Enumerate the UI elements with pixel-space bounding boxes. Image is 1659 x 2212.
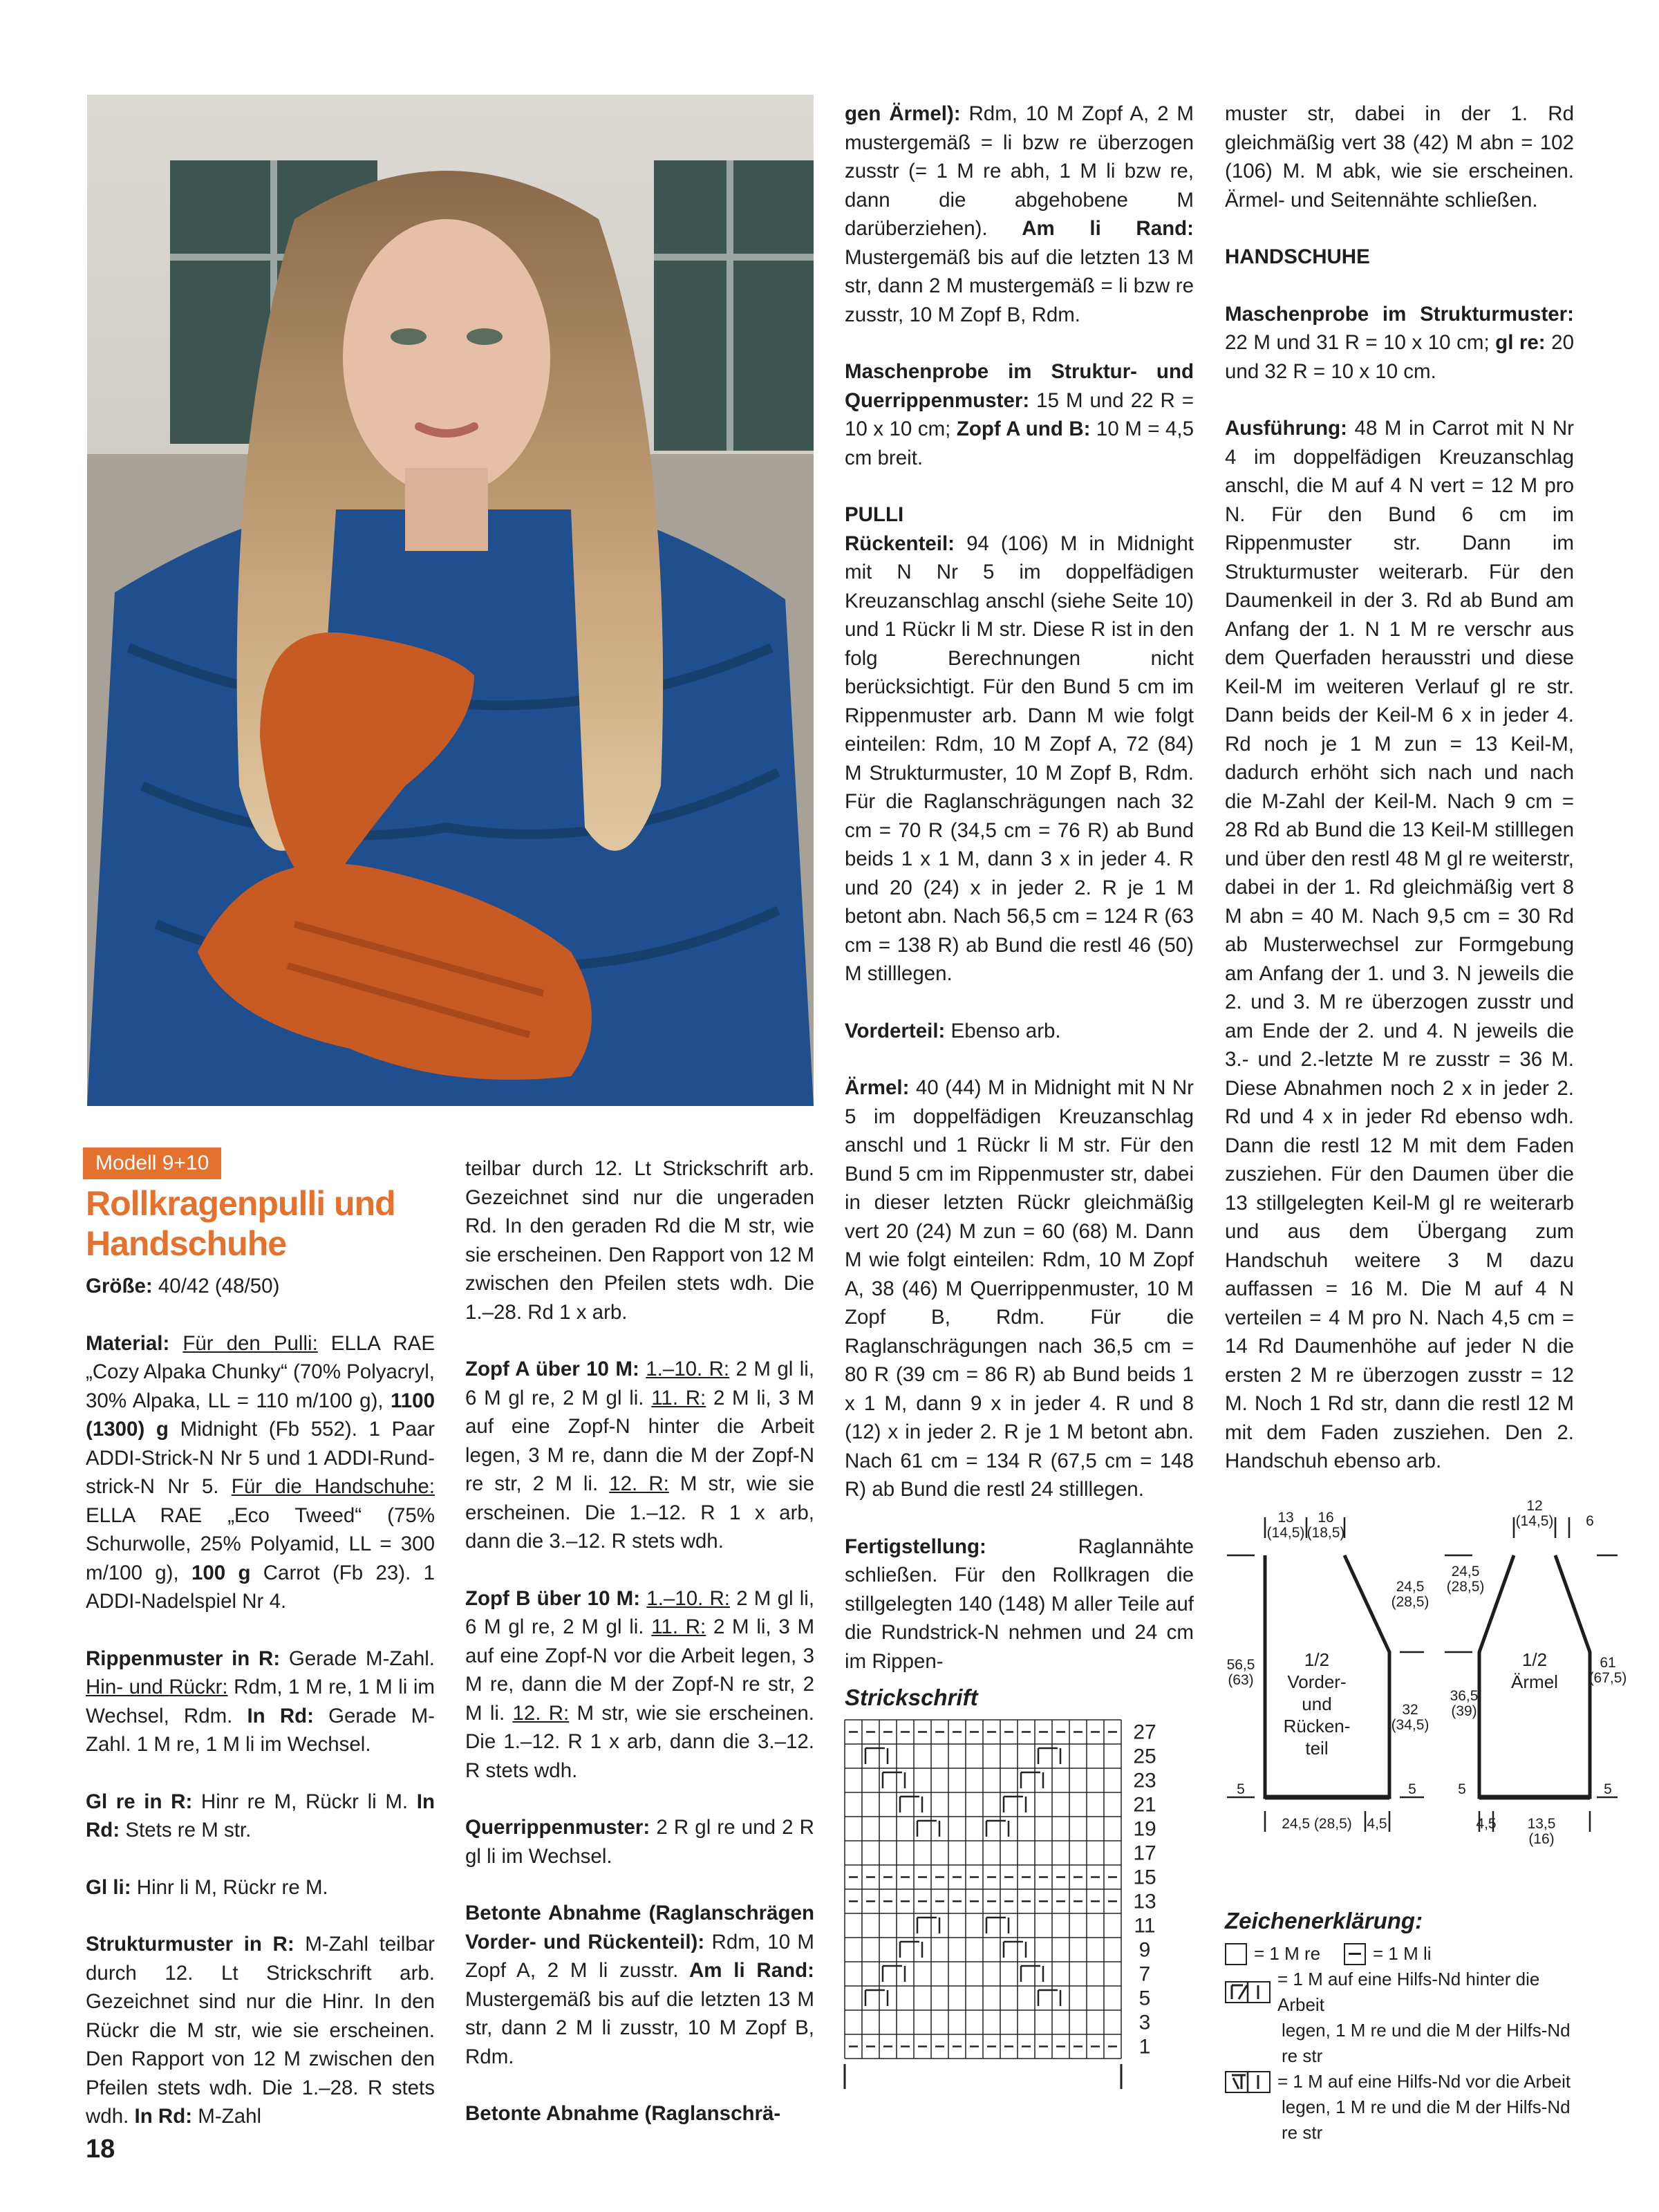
model-photo-illustration [87, 95, 814, 1106]
body-raglan: 24,5 [1396, 1579, 1425, 1595]
body-raglan-alt: (28,5) [1391, 1594, 1430, 1610]
row-number: 21 [1133, 1793, 1156, 1817]
sleeve-label-1: 1/2 [1521, 1649, 1548, 1670]
body-top-right: 16 [1318, 1510, 1334, 1526]
knitting-chart [842, 1714, 1188, 2088]
model-label: Modell 9+10 [83, 1147, 221, 1179]
cable-a-paragraph: Zopf A über 10 M: 1.–10. R: 2 M gl li, 6 M gl re, 2 M gl li. 11. R: 2 M li, 3 M auf eine Zopf-N hinter die Arbeit legen, 3 M re, dann die M der Zopf-N re str, 2 M li. 12. R: M str, wie sie erscheinen. Die 1.–12. R 1 x arb, dann die 3.–12. R stets wdh. [465, 1358, 815, 1553]
row-number: 11 [1134, 1914, 1156, 1938]
column-3 [845, 100, 1194, 1676]
row-number: 19 [1133, 1817, 1156, 1841]
row-number: 7 [1138, 1962, 1151, 1986]
body-bund-right: 5 [1408, 1781, 1416, 1797]
purl-symbol-icon [1344, 1943, 1366, 1965]
row-number: 3 [1138, 2011, 1151, 2034]
row-number: 27 [1133, 1721, 1156, 1744]
row-number: 13 [1133, 1890, 1156, 1913]
body-top-left-alt: (14,5) [1266, 1525, 1305, 1541]
cross-rib-paragraph: Querrippenmuster: 2 R gl re und 2 R gl li im Wechsel. [465, 1816, 814, 1868]
material-paragraph: Material: Für den Pulli: ELLA RAE „Cozy Alpaka Chunky“ (70% Polyacryl, 30% Alpaka, LL = 110 m/100 g), 1100 (1300) g Midnight (Fb 552). 1 Paar ADDI-Strick-N Nr 5 und 1 ADDI-Rund-strick-N Nr 5. Für die Handschuhe: ELLA RAE „Eco Tweed“ (75% Schurwolle, 25% Polyamid, LL = 300 m/100 g), 100 g Carrot (Fb 23). 1 ADDI-Nadelspiel Nr 4. [86, 1331, 435, 1613]
sleeve-top: 12 [1526, 1498, 1543, 1514]
body-bottom-extra: 4,5 [1367, 1816, 1387, 1832]
sleeve-bottom: 13,5 [1527, 1816, 1556, 1832]
sleeve-side: 36,5 [1450, 1688, 1479, 1704]
size-paragraph: Größe: 40/42 (48/50) [86, 1275, 280, 1297]
chart-title: Strickschrift [845, 1685, 978, 1710]
body-top-right-alt: (18,5) [1306, 1525, 1345, 1541]
body-side: 32 [1402, 1702, 1418, 1718]
pattern-title: Rollkragenpulli und Handschuhe [86, 1184, 395, 1263]
reverse-stockinette-paragraph: Gl li: Hinr li M, Rückr re M. [86, 1875, 328, 1899]
gauge-paragraph: Maschenprobe im Struktur- und Querrippenmuster: 15 M und 22 R = 10 x 10 cm; Zopf A und B: 10 M = 4,5 cm breit. [845, 360, 1194, 469]
rib-pattern-paragraph: Rippenmuster in R: Gerade M-Zahl. Hin- und Rückr: Rdm, 1 M re, 1 M li im Wechsel, Rdm. In Rd: Gerade M-Zahl. 1 M re, 1 M li im Wechsel. [86, 1647, 435, 1756]
pulli-heading: PULLI [845, 503, 904, 526]
body-side-alt: (34,5) [1391, 1717, 1430, 1733]
row-number: 9 [1138, 1938, 1151, 1962]
sleeve-bottom-left: 4,5 [1476, 1816, 1497, 1832]
body-height: 56,5 [1226, 1657, 1255, 1673]
finishing-paragraph: Fertigstellung: Raglannähte schließen. Für den Rollkragen die stillgelegten 140 (148) M aller Teile auf die Rundstrick-N nehmen und 24 cm im Rippen- [845, 1535, 1194, 1673]
sleeve-paragraph: Ärmel: 40 (44) M in Midnight mit N Nr 5 im doppelfädigen Kreuzanschlag anschl und 1 Rückr li M str. Für den Bund 5 cm im Rippenmuster str, dabei in dieser letzten Rückr gleichmäßig vert 20 (24) M zun = 60 (68) M. Dann M wie folgt einteilen: Rdm, 10 M Zopf A, 38 (46) M Querrippenmuster, 10 M Zopf B, Rdm. Für die Raglanschrägungen nach 36,5 cm = 80 R (39 cm = 86 R) ab Bund beids 1 x 1 M, dann 9 x in jeder 4. R und 8 (12) x in jeder 2. R je 1 M betont abn. Nach 61 cm = 134 R (67,5 cm = 148 R) ab Bund die restl 24 stilllegen. [845, 1076, 1194, 1501]
mittens-instructions-paragraph: Ausführung: 48 M in Carrot mit N Nr 4 im doppelfädigen Kreuzanschlag anschl, die M auf 4 N vert = 12 M pro N. Für den Bund 6 cm im Rippenmuster str. Dann im Strukturmuster weiterarb. Für den Daumenkeil in der 3. Rd ab Bund am Anfang der 1. N 1 M re verschr aus dem Querfaden herausstri und diese Keil-M im weiteren Verlauf gl re str. Dann beids der Keil-M 6 x in jeder 4. Rd noch je 1 M zun = 13 Keil-M, dadurch erhöht sich nach und nach die M-Zahl der Keil-M. Nach 9 cm = 28 Rd ab Bund die 13 Keil-M stilllegen und über den restl 48 M gl re weiterstr, dabei in der 1. Rd gleichmäßig vert 8 M abn = 40 M. Nach 9,5 cm = 30 Rd ab Musterwechsel zur Formgebung am Anfang der 1. und 3. N jeweils die 2. und 3. M re überzogen zusstr und am Ende der 2. und 4. N jeweils die 3.- und 2.-letzte M re zusstr = 36 M. Diese Abnahmen noch 2 x in jeder 2. Rd und 4 x in jeder Rd ebenso wdh. Dann die restl 12 M mit dem Faden zusziehen. Für den Daumen über die 13 stillgelegten Keil-M gl re weiterarb und aus dem Übergang zum Handschuh weitere 3 M dazu auffassen = 16 M. Die M auf 4 N verteilen = 4 M pro N. Nach 4,5 cm = 14 Rd Daumenhöhe auf jeder N die ersten 2 M re überzogen zusstr = 12 M. Noch 1 Rd str, dann die restl 12 M mit dem Faden zusziehen. Den 2. Handschuh ebenso arb. [1225, 417, 1574, 1472]
body-label-4: Rücken- [1283, 1716, 1351, 1736]
cross-back-symbol-icon [1225, 1981, 1271, 2003]
row-number: 17 [1133, 1841, 1156, 1865]
sleeve-label-2: Ärmel [1511, 1671, 1558, 1692]
model-photo [87, 95, 814, 1106]
body-label-3: und [1302, 1694, 1332, 1714]
raglan-decrease-sleeve-paragraph: gen Ärmel): Rdm, 10 M Zopf A, 2 M mustergemäß = li bzw re überzogen zusstr (= 1 M re abh, 1 M li bzw re, dann die abgehobene M darüberziehen). Am li Rand: Mustergemäß bis auf die letzten 13 M str, dann 2 M mustergemäß = li bzw re zusstr, 10 M Zopf B, Rdm. [845, 102, 1194, 326]
sleeve-height-alt: (67,5) [1588, 1670, 1627, 1686]
legend [1225, 1941, 1584, 2146]
row-number: 1 [1138, 2035, 1151, 2059]
column-1 [86, 1272, 435, 2131]
body-height-alt: (63) [1228, 1672, 1254, 1688]
legend-row-3-cont: legen, 1 M re und die M der Hilfs-Nd re str [1282, 2097, 1571, 2143]
mittens-gauge-paragraph: Maschenprobe im Strukturmuster: 22 M und 31 R = 10 x 10 cm; gl re: 20 und 32 R = 10 x 10 cm. [1225, 302, 1574, 383]
stockinette-paragraph: Gl re in R: Hinr re M, Rückr li M. In Rd: Stets re M str. [86, 1790, 435, 1841]
schematic-diagram [1217, 1486, 1627, 1873]
front-paragraph: Vorderteil: Ebenso arb. [845, 1019, 1061, 1042]
legend-title: Zeichenerklärung: [1225, 1908, 1423, 1933]
finishing-continued: muster str, dabei in der 1. Rd gleichmäßig vert 38 (42) M abn = 102 (106) M. M abk, wie sie erscheinen. Ärmel- und Seitennähte schließen. [1225, 102, 1574, 212]
row-number: 5 [1138, 1987, 1151, 2010]
sleeve-bund-right: 5 [1604, 1781, 1612, 1797]
body-label-2: Vorder- [1287, 1671, 1347, 1692]
row-number: 25 [1133, 1745, 1156, 1768]
body-label-1: 1/2 [1304, 1649, 1330, 1670]
legend-row-2: = 1 M auf eine Hilfs-Nd hinter die Arbeit [1225, 1967, 1584, 2018]
sleeve-raglan: 24,5 [1451, 1564, 1480, 1580]
legend-row-3: = 1 M auf eine Hilfs-Nd vor die Arbeit [1225, 2069, 1584, 2094]
texture-pattern-paragraph: Strukturmuster in R: M-Zahl teilbar durch 12. Lt Strickschrift arb. Gezeichnet sind nur die Hinr. In den Rückr die M str, wie sie erscheinen. Den Rapport von 12 M zwischen den Pfeilen stets wdh. Die 1.–28. R stets wdh. In Rd: M-Zahl [86, 1933, 435, 2128]
sleeve-top-right: 6 [1586, 1513, 1594, 1529]
raglan-decrease-body-paragraph: Betonte Abnahme (Raglanschrägen Vorder- und Rückenteil): Rdm, 10 M Zopf A, 2 M li zusstr. Am li Rand: Mustergemäß bis auf die letzten 13 M str, dann 2 M li zusstr, 10 M Zopf B, Rdm. [465, 1902, 814, 2068]
cross-front-symbol-icon [1225, 2071, 1271, 2093]
column-4 [1225, 100, 1574, 1476]
sleeve-bund-left: 5 [1458, 1781, 1466, 1797]
sleeve-height: 61 [1600, 1655, 1616, 1671]
body-label-5: teil [1305, 1738, 1329, 1759]
texture-pattern-continued: teilbar durch 12. Lt Strickschrift arb. Gezeichnet sind nur die ungeraden Rd. In den geraden Rd die M str, wie sie erscheinen. Den Rapport von 12 M zwischen den Pfeilen stets wdh. Die 1.–28. Rd 1 x arb. [465, 1157, 814, 1324]
sleeve-top-alt: (14,5) [1515, 1513, 1554, 1529]
mittens-heading: HANDSCHUHE [1225, 245, 1370, 268]
legend-row-1: = 1 M re = 1 M li [1225, 1941, 1584, 1967]
body-bund-left: 5 [1237, 1781, 1245, 1797]
raglan-decrease-sleeve-heading: Betonte Abnahme (Raglanschrä- [465, 2102, 781, 2125]
sleeve-side-alt: (39) [1451, 1703, 1477, 1719]
row-number: 15 [1133, 1866, 1156, 1889]
back-paragraph: PULLI Rückenteil: 94 (106) M in Midnight mit N Nr 5 im doppelfädigen Kreuzanschlag anschl (siehe Seite 10) und 1 Rückr li M str. Diese R ist in den folg Berechnungen nicht berücksichtigt. Für den Bund 5 cm im Rippenmuster arb. Dann M wie folgt einteilen: Rdm, 10 M Zopf A, 72 (84) M Strukturmuster, 10 M Zopf B, Rdm. Für die Raglanschrägungen nach 32 cm = 70 R (34,5 cm = 76 R) ab Bund beids 1 x 1 M, dann 3 x in jeder 4. R und 20 (24) x in jeder 2. R je 1 M betont abn. Nach 56,5 cm = 124 R (63 cm = 138 R) ab Bund die restl 46 (50) M stilllegen. [845, 503, 1194, 985]
knit-symbol-icon [1225, 1943, 1247, 1965]
cable-b-paragraph: Zopf B über 10 M: 1.–10. R: 2 M gl li, 6 M gl re, 2 M gl li. 11. R: 2 M li, 3 M auf eine Zopf-N vor die Arbeit legen, 3 M re, dann die M der Zopf-N re str, 2 M li. 12. R: M str, wie sie erscheinen. Die 1.–12. R 1 x arb, dann die 3.–12. R stets wdh. [465, 1586, 815, 1782]
legend-row-2-cont: legen, 1 M re und die M der Hilfs-Nd re str [1282, 2020, 1571, 2066]
column-2 [465, 1154, 814, 2128]
page-number: 18 [86, 2135, 115, 2164]
sleeve-raglan-alt: (28,5) [1446, 1579, 1485, 1595]
sleeve-bottom-alt: (16) [1528, 1831, 1555, 1847]
body-top-left: 13 [1277, 1510, 1294, 1526]
body-bottom: 24,5 (28,5) [1282, 1816, 1352, 1832]
row-number: 23 [1133, 1769, 1156, 1792]
